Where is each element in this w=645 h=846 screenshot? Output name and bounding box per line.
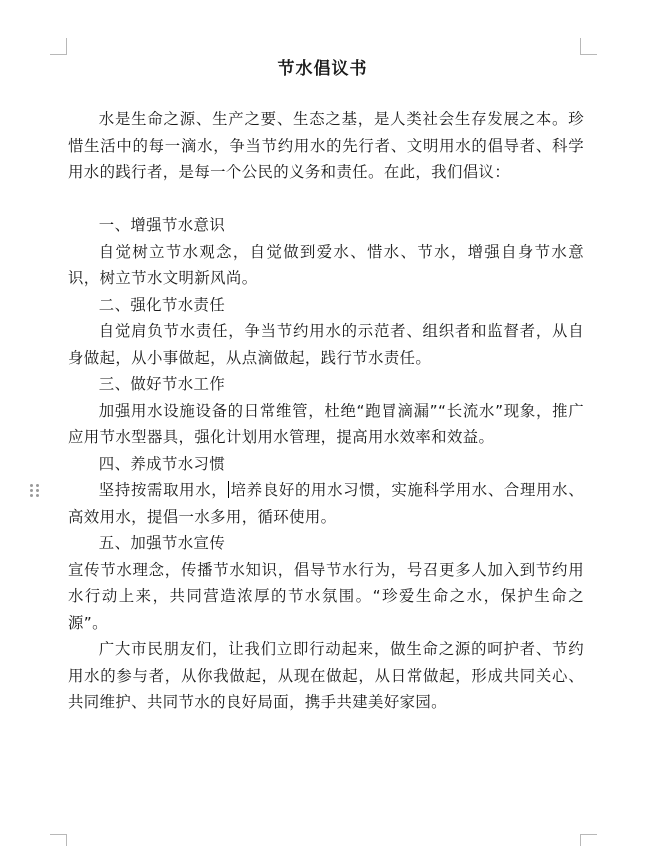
section-text-1[interactable]: 自觉树立节水观念，自觉做到爱水、惜水、节水，增强自身节水意识，树立节水文明新风尚。 bbox=[68, 242, 584, 287]
crop-mark-bottom-right bbox=[580, 834, 597, 846]
document-body[interactable] bbox=[68, 106, 584, 716]
crop-mark-top-right bbox=[580, 38, 597, 55]
section-heading-4[interactable]: 四、养成节水习惯 bbox=[98, 454, 226, 473]
section-heading-5[interactable]: 五、加强节水宣传 bbox=[98, 534, 226, 552]
crop-mark-bottom-left bbox=[50, 834, 67, 846]
section-text-3[interactable]: 加强用水设施设备的日常维管，杜绝“跑冒滴漏”“长流水”现象，推广应用节水型器具，强化计划用水管理，提高用水效率和效益。 bbox=[68, 401, 584, 446]
section-text-4[interactable] bbox=[68, 477, 584, 530]
section-heading-2[interactable]: 二、强化节水责任 bbox=[98, 295, 226, 314]
section-heading-3[interactable]: 三、做好节水工作 bbox=[98, 375, 226, 393]
intro-paragraph[interactable]: 水是生命之源、生产之要、生态之基，是人类社会生存发展之本。珍惜生活中的每一滴水，争当节约用水的先行者、文明用水的倡导者、科学用水的践行者，是每一个公民的义务和责任。在此，我们倡议： bbox=[68, 110, 584, 181]
drag-handle-icon[interactable] bbox=[30, 484, 40, 498]
section-text-2[interactable]: 自觉肩负节水责任，争当节约用水的示范者、组织者和监督者，从自身做起，从小事做起，从点滴做起，践行节水责任。 bbox=[68, 322, 584, 367]
section-heading-1[interactable]: 一、增强节水意识 bbox=[98, 216, 226, 234]
crop-mark-top-left bbox=[50, 38, 67, 55]
section-text-5[interactable]: 宣传节水理念，传播节水知识，倡导节水行为，号召更多人加入到节约用水行动上来，共同营造浓厚的节水氛围。“珍爱生命之水，保护生命之源”。 bbox=[68, 560, 584, 632]
section-text-4-after-cursor: 培养良好的用水习惯，实施科学用水、合理用水、高效用水，提倡一水多用，循环使用。 bbox=[68, 481, 584, 526]
blank-line bbox=[68, 186, 584, 213]
closing-paragraph[interactable]: 广大市民朋友们，让我们立即行动起来，做生命之源的呵护者、节约用水的参与者，从你我做起，从现在做起，从日常做起，形成共同关心、共同维护、共同节水的良好局面，携手共建美好家园。 bbox=[68, 640, 584, 711]
document-title[interactable]: 节水倡议书 bbox=[277, 59, 368, 79]
section-text-4-before-cursor: 坚持按需取用水， bbox=[98, 481, 228, 499]
